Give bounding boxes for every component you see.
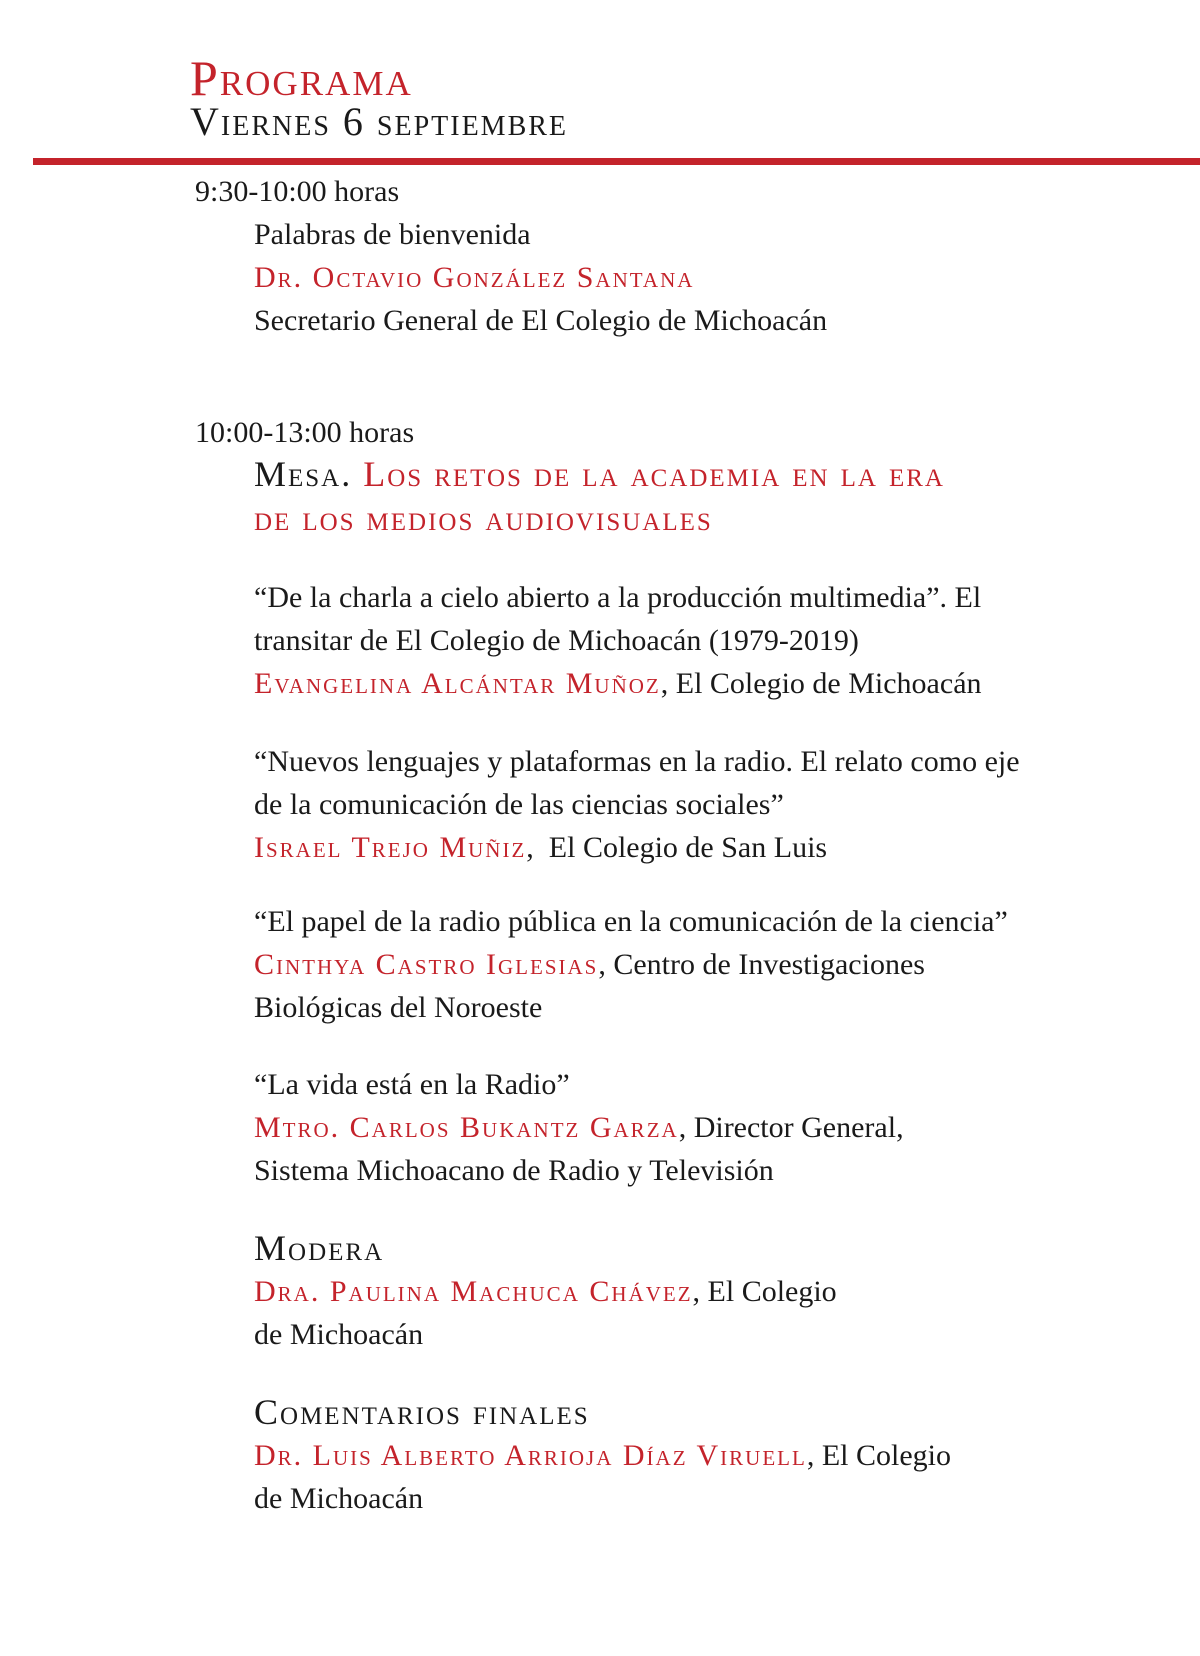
talk-3 — [254, 900, 1154, 1029]
closing-affiliation-line-2: de Michoacán — [254, 1482, 424, 1515]
talk-3-affiliation: , Centro de Investigaciones — [598, 948, 925, 981]
talk-4-affiliation-line-2: Sistema Michoacano de Radio y Televisión — [254, 1154, 774, 1187]
talk-1-title-line-2: transitar de El Colegio de Michoacán (1979-2019) — [254, 624, 859, 657]
talk-4-speaker: Mtro. Carlos Bukantz Garza — [254, 1111, 679, 1144]
session-1-item: Palabras de bienvenida — [254, 218, 531, 251]
closing-label: Comentarios finales — [254, 1392, 590, 1432]
session-1-speaker: Dr. Octavio González Santana — [254, 261, 695, 294]
header-divider — [33, 158, 1200, 165]
page-subtitle: Viernes 6 septiembre — [190, 99, 569, 144]
session-1-role: Secretario General de El Colegio de Michoacán — [254, 304, 828, 337]
talk-3-affiliation-line-2: Biológicas del Noroeste — [254, 991, 543, 1024]
moderator-affiliation: , El Colegio — [692, 1275, 837, 1308]
talk-4-title-line-1: “La vida está en la Radio” — [254, 1068, 570, 1101]
mesa-title-line-2: de los medios audiovisuales — [254, 498, 713, 538]
session-1-time: 9:30-10:00 horas — [195, 175, 400, 208]
talk-2-title-line-2: de la comunicación de las ciencias sociales” — [254, 788, 784, 821]
talk-2 — [254, 740, 1154, 869]
moderator-name: Dra. Paulina Machuca Chávez — [254, 1275, 693, 1308]
talk-1-title-line-1: “De la charla a cielo abierto a la producción multimedia”. El — [254, 581, 982, 614]
talk-4-affiliation: , Director General, — [678, 1111, 904, 1144]
closing-block — [254, 1390, 1154, 1520]
talk-2-affiliation: , El Colegio de San Luis — [526, 831, 828, 864]
mesa-title-line-1: Los retos de la academia en la era — [363, 454, 945, 494]
talk-1-affiliation: , El Colegio de Michoacán — [660, 667, 982, 700]
talk-3-title-line-1: “El papel de la radio pública en la comunicación de la ciencia” — [254, 905, 1008, 938]
moderator-label: Modera — [254, 1228, 385, 1268]
talk-2-speaker: Israel Trejo Muñiz — [254, 831, 527, 864]
session-2-time: 10:00-13:00 horas — [195, 416, 415, 449]
talk-2-title-line-1: “Nuevos lenguajes y plataformas en la radio. El relato como eje — [254, 745, 1020, 778]
talk-4 — [254, 1063, 1154, 1192]
closing-speaker: Dr. Luis Alberto Arrioja Díaz Viruell — [254, 1439, 807, 1472]
mesa-heading — [254, 452, 1154, 540]
page-title: Programa — [190, 50, 413, 106]
session-1-block — [254, 213, 1154, 342]
mesa-label: Mesa. — [254, 454, 353, 494]
talk-3-speaker: Cinthya Castro Iglesias — [254, 948, 599, 981]
talk-1 — [254, 576, 1154, 705]
closing-affiliation: , El Colegio — [806, 1439, 951, 1472]
moderator-affiliation-line-2: de Michoacán — [254, 1318, 424, 1351]
talk-1-speaker: Evangelina Alcántar Muñoz — [254, 667, 661, 700]
moderator-block — [254, 1226, 1154, 1356]
